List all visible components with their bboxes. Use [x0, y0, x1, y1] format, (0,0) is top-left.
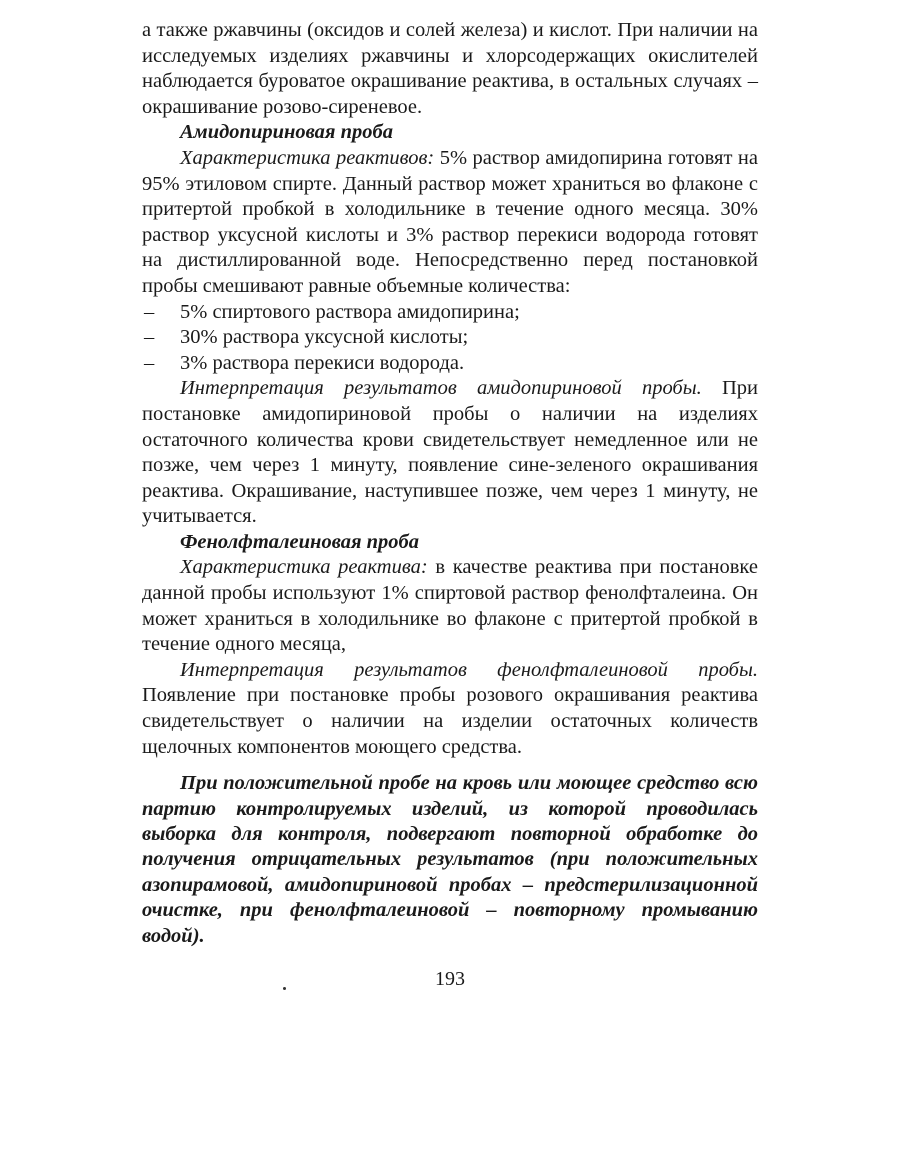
phenolphthalein-heading: Фенолфталеиновая проба — [180, 530, 420, 553]
amidopyrine-heading: Амидопириновая проба — [180, 121, 393, 144]
amidopyrine-reagents-lead: Характеристика реактивов: — [180, 146, 435, 169]
intro-paragraph: а также ржавчины (оксидов и солей железа) и кислот. При наличии на исследуемых изделиях ржавчины и хлорсодержащих окислителей наблюдается буроватое окрашивание реактива, в остальных случаях – окрашивание розово-сиреневое. — [142, 19, 758, 118]
amidopyrine-interpretation-paragraph — [142, 376, 758, 530]
list-dash: – — [144, 326, 155, 349]
phenolphthalein-interpretation-lead: Интерпретация результатов фенолфталеиновой пробы. — [180, 658, 758, 681]
phenolphthalein-reagent-paragraph — [142, 555, 758, 657]
list-item-text: 30% раствора уксусной кислоты; — [180, 326, 469, 349]
list-dash: – — [144, 351, 155, 374]
list-item-text: 5% спиртового раствора амидопирина; — [180, 300, 520, 323]
page-body — [142, 18, 758, 949]
list-dash: – — [144, 300, 155, 323]
amidopyrine-reagents-paragraph — [142, 146, 758, 300]
amidopyrine-reagents-text: 5% раствор амидопирина готовят на 95% этиловом спирте. Данный раствор может храниться во флаконе с притертой пробкой в холодильнике в течение одного месяца. 30% раствор уксусной кислоты и 3% раствор перекиси водорода готовят на дистиллированной воде. Непосредственно перед постановкой пробы смешивают равные объемные количества: — [142, 146, 758, 297]
page-number: 193 — [435, 968, 465, 990]
list-item — [142, 325, 758, 351]
phenolphthalein-interpretation-paragraph — [142, 658, 758, 760]
list-item — [142, 300, 758, 326]
amidopyrine-interpretation-lead: Интерпретация результатов амидопириновой пробы. — [180, 377, 702, 400]
phenolphthalein-reagent-text: в качестве реактива при постановке данной пробы используют 1% спиртовой раствор фенолфталеина. Он может храниться в холодильнике во флаконе с притертой пробкой в течение одного месяца, — [142, 556, 758, 656]
phenolphthalein-interpretation-text: Появление при постановке пробы розового окрашивания реактива свидетельствует о наличии на изделии остаточных количеств щелочных компонентов моющего средства. — [142, 684, 758, 758]
amidopyrine-components-list — [142, 300, 758, 377]
warning-paragraph: При положительной пробе на кровь или моющее средство всю партию контролируемых изделий, из которой проводилась выборка для контроля, подвергают повторной обработке до получения отрицательных результатов (при положительных азопирамовой, амидопириновой пробах – предстерилизационной очистке, при фенолфталеиновой – повторному промыванию водой). — [142, 772, 758, 947]
list-item — [142, 351, 758, 377]
amidopyrine-interpretation-text: При постановке амидопириновой пробы о наличии на изделиях остаточного количества крови свидетельствует немедленное или не позже, чем через 1 минуту, появление сине-зеленого окрашивания реактива. Окрашивание, наступившее позже, чем через 1 минуту, не учитывается. — [142, 377, 758, 528]
phenolphthalein-reagent-lead: Характеристика реактива: — [180, 556, 428, 579]
list-item-text: 3% раствора перекиси водорода. — [180, 351, 465, 374]
